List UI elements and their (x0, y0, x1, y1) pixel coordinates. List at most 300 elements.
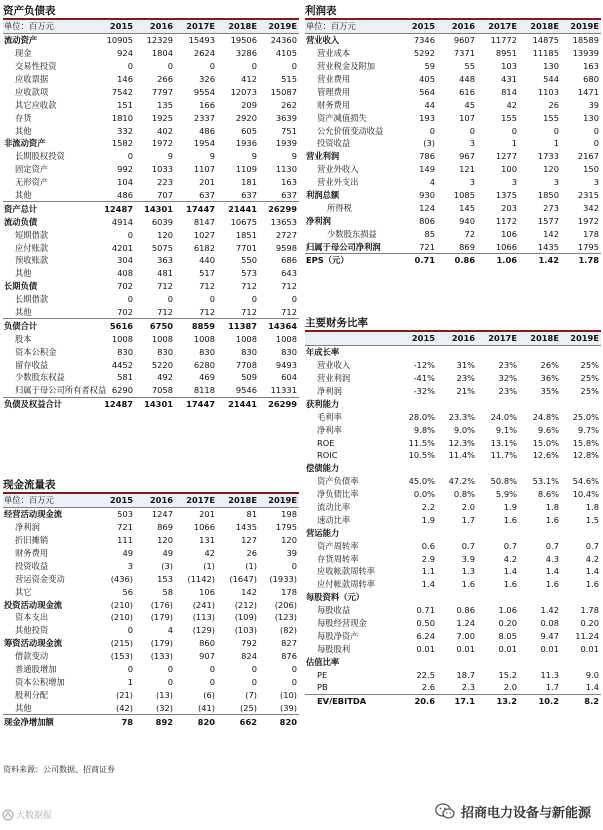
cell-value: 1085 (453, 190, 475, 201)
balance-sheet-table (3, 20, 299, 411)
year-header: 2017E (477, 20, 519, 33)
cell-value: 9.8% (413, 424, 435, 435)
table-row (3, 688, 299, 701)
table-row (3, 624, 299, 637)
cell-value (477, 397, 519, 410)
cell-value: 1435 (537, 241, 559, 252)
cell-value: 0 (167, 664, 173, 675)
cell-value: (129) (192, 625, 215, 636)
table-row (305, 254, 601, 267)
cell-value: 25.0% (572, 411, 599, 422)
cell-value: (210) (110, 612, 133, 623)
row-label: 其他 (15, 702, 32, 713)
table-row (305, 462, 601, 475)
year-header: 2015 (399, 332, 437, 345)
cell-value: 142 (543, 228, 559, 239)
table-row (3, 150, 299, 163)
cell-value: 9 (209, 151, 215, 162)
table-row (305, 163, 601, 176)
cell-value: 830 (241, 346, 257, 357)
cell-value: 273 (543, 202, 559, 213)
cell-value: 12329 (146, 35, 173, 46)
row-label: 资产负债率 (317, 476, 359, 487)
cell-value: 85 (424, 228, 435, 239)
cell-value: 10.4% (572, 489, 599, 500)
wechat-icon (435, 803, 455, 820)
cell-value: 721 (117, 522, 133, 533)
cell-value: 581 (117, 372, 133, 383)
table-row (305, 423, 601, 436)
cell-value: 124 (419, 202, 435, 213)
cell-value: 1.8 (545, 502, 559, 513)
cell-value: 0 (209, 664, 215, 675)
cell-value (437, 345, 477, 358)
cell-value: 448 (459, 74, 475, 84)
cashflow-title: 现金流量表 (3, 478, 299, 494)
cell-value: 1.8 (585, 502, 599, 513)
row-label: PB (317, 682, 328, 693)
cell-value: 503 (117, 509, 133, 520)
cell-value: 7797 (151, 86, 173, 97)
cell-value: 402 (157, 125, 173, 136)
watermark-left (2, 808, 52, 821)
cell-value: 11.3 (540, 669, 559, 680)
row-label: 现金净增加额 (3, 715, 97, 728)
row-label: 其他 (15, 125, 32, 136)
cell-value: 662 (217, 715, 259, 728)
cell-value: 42 (204, 548, 215, 558)
cell-value: 13.2 (477, 694, 519, 707)
cell-value: 10.5% (408, 450, 435, 461)
cell-value: 2.2 (421, 502, 435, 513)
cell-value: 1130 (275, 164, 297, 175)
table-row (3, 384, 299, 397)
cell-value: 11387 (217, 319, 259, 332)
row-label: 财务费用 (15, 548, 49, 558)
cell-value: 1733 (537, 151, 559, 162)
year-header: 2016 (135, 20, 175, 33)
cell-value: 28.0% (408, 411, 435, 422)
table-row (3, 124, 299, 137)
cell-value: 6.24 (416, 630, 435, 641)
cell-value: 573 (241, 268, 257, 279)
row-label: PE (317, 669, 328, 680)
row-label: 营业外收入 (317, 164, 359, 175)
cell-value: 135 (157, 99, 173, 110)
cell-value: 707 (157, 190, 173, 201)
row-label: 少数股东权益 (15, 372, 65, 383)
table-row (3, 332, 299, 345)
row-label: 流动资产 (4, 35, 38, 46)
cell-value: 0.8% (453, 489, 475, 500)
cell-value: 21% (456, 386, 475, 396)
cell-value: 830 (281, 346, 297, 357)
cell-value: 12.6% (532, 450, 559, 461)
table-row (305, 189, 601, 202)
cell-value: 20.6 (399, 694, 437, 707)
cell-value: 193 (419, 112, 435, 123)
cell-value: 11772 (490, 35, 517, 46)
table-row (305, 359, 601, 372)
unit-label: 单位：百万元 (3, 20, 97, 33)
row-label: 长期股权投资 (15, 151, 65, 162)
cell-value: 1582 (111, 138, 133, 149)
row-label: 应付帐款周转率 (317, 579, 376, 590)
cell-value: 21441 (217, 397, 259, 410)
unit-label: 单位：百万元 (3, 494, 97, 507)
cell-value: 0.01 (456, 643, 475, 654)
cell-value: 3 (127, 560, 133, 571)
table-row (3, 559, 299, 572)
cell-value: 181 (241, 177, 257, 188)
year-header: 2019E (561, 20, 601, 33)
cell-value: 0 (251, 61, 257, 72)
cell-value: 107 (459, 112, 475, 123)
table-row (305, 397, 601, 410)
row-label: 速动比率 (317, 514, 351, 525)
row-label: 长期借款 (15, 294, 49, 305)
cell-value: 104 (117, 177, 133, 188)
cell-value: 0 (593, 125, 599, 136)
table-row (3, 598, 299, 611)
row-label: 归属于母公司所有者权益 (15, 385, 107, 396)
cell-value: 820 (259, 715, 299, 728)
year-header: 2017E (175, 494, 217, 507)
cell-value: 11.4% (448, 450, 475, 461)
cell-value: 44 (424, 99, 435, 110)
row-label: ROIC (317, 450, 338, 461)
cell-value: 5220 (151, 359, 173, 370)
cell-value: 3 (553, 177, 559, 188)
cell-value: 1810 (111, 112, 133, 123)
cell-value: 9 (251, 151, 257, 162)
row-label: 存货 (15, 112, 32, 123)
cell-value: 1.6 (503, 514, 517, 525)
year-header: 2019E (259, 494, 299, 507)
cell-value: 4.2 (585, 553, 599, 564)
cell-value: 146 (117, 74, 133, 84)
cell-value (519, 591, 561, 604)
cell-value: (103) (234, 625, 257, 636)
row-label: 归属于母公司净利润 (306, 241, 381, 252)
cell-value: 515 (281, 74, 297, 84)
cell-value: 0.20 (580, 618, 599, 629)
cell-value (399, 526, 437, 539)
cell-value: 201 (199, 509, 215, 520)
row-label: 财务费用 (317, 99, 351, 110)
cell-value: 2337 (193, 112, 215, 123)
cell-value: 15.0% (532, 437, 559, 448)
cell-value: 869 (459, 241, 475, 252)
cell-value: 1.06 (477, 254, 519, 267)
cell-value: 1008 (193, 333, 215, 344)
cell-value: 24.8% (532, 411, 559, 422)
cell-value: 9.7% (577, 424, 599, 435)
cell-value (437, 526, 477, 539)
table-row (3, 98, 299, 111)
cell-value: 0 (167, 61, 173, 72)
cell-value: 6280 (193, 359, 215, 370)
cell-value: (42) (115, 702, 133, 713)
row-label: 固定资产 (15, 164, 49, 175)
cell-value: 469 (199, 372, 215, 383)
cell-value: 2315 (577, 190, 599, 201)
row-label: ROE (317, 437, 335, 448)
cell-value: 166 (199, 99, 215, 110)
table-row (305, 214, 601, 227)
cell-value: 1033 (151, 164, 173, 175)
cell-value: 163 (583, 61, 599, 72)
table-row (3, 189, 299, 202)
table-row (305, 47, 601, 60)
cell-value: 120 (157, 229, 173, 240)
cell-value: 814 (501, 86, 517, 97)
cell-value (477, 462, 519, 475)
cell-value: 9598 (275, 242, 297, 253)
cell-value: (32) (155, 702, 173, 713)
row-label: 借款变动 (15, 651, 49, 662)
table-row (3, 254, 299, 267)
cell-value: 5292 (413, 48, 435, 59)
cell-value: 10.2 (519, 694, 561, 707)
cell-value: (25) (239, 702, 257, 713)
cell-value: 53.1% (532, 476, 559, 487)
cell-value: 9554 (193, 86, 215, 97)
table-row (3, 675, 299, 688)
row-label: 营业利润 (306, 151, 340, 162)
cell-value: 2.9 (421, 553, 435, 564)
cell-value: 7708 (235, 359, 257, 370)
cell-value: (206) (274, 599, 297, 610)
cell-value: 1577 (537, 215, 559, 226)
cell-value: 5.9% (495, 489, 517, 500)
row-label: 毛利率 (317, 411, 342, 422)
cell-value: 1.78 (580, 605, 599, 616)
row-label: 流动负债 (4, 216, 38, 227)
cell-value: 201 (199, 177, 215, 188)
cell-value: 22.5 (416, 669, 435, 680)
table-row (3, 163, 299, 176)
income-statement-panel (305, 4, 601, 267)
table-row (3, 701, 299, 714)
cell-value: 860 (199, 638, 215, 649)
table-row (305, 240, 601, 253)
cell-value: 145 (459, 202, 475, 213)
cell-value: (133) (150, 651, 173, 662)
cell-value (477, 345, 519, 358)
cell-value (399, 655, 437, 668)
row-label: 应收票据 (15, 74, 49, 84)
cell-value: 9546 (235, 385, 257, 396)
cell-value: 26 (246, 548, 257, 558)
cell-value: 17447 (175, 202, 217, 215)
cell-value: 223 (157, 177, 173, 188)
row-label: 留存收益 (15, 359, 49, 370)
cell-value: 1.5 (585, 514, 599, 525)
cell-value: -32% (413, 386, 435, 396)
cell-value: -12% (413, 360, 435, 371)
balance-sheet-title: 资产负债表 (3, 4, 299, 20)
table-row (3, 85, 299, 98)
cell-value: 9.0% (453, 424, 475, 435)
table-row (3, 371, 299, 384)
cell-value: 1.42 (540, 605, 559, 616)
cell-value: 0 (251, 294, 257, 305)
row-label: 营业成本 (317, 48, 351, 59)
cell-value: 14301 (135, 202, 175, 215)
cell-value: 0.0% (413, 489, 435, 500)
row-label: 其它 (15, 586, 32, 597)
cell-value: 1008 (235, 333, 257, 344)
cell-value: 6182 (193, 242, 215, 253)
cell-value: 0 (291, 560, 297, 571)
row-label: 非流动资产 (4, 138, 46, 149)
row-label: EPS（元） (305, 254, 399, 267)
cell-value: 15.8% (572, 437, 599, 448)
cell-value: 12487 (97, 397, 135, 410)
row-label: 投资收益 (317, 138, 351, 149)
cell-value: 830 (117, 346, 133, 357)
cell-value (561, 345, 601, 358)
cell-value: 1925 (151, 112, 173, 123)
cell-value: 103 (501, 61, 517, 72)
cell-value: 712 (199, 281, 215, 292)
cell-value: 605 (241, 125, 257, 136)
cell-value: 0 (127, 151, 133, 162)
cell-value: 31% (456, 360, 475, 371)
cell-value: 1107 (193, 164, 215, 175)
cell-value: 1.7 (545, 682, 559, 693)
cell-value: 712 (157, 307, 173, 318)
cell-value: 23% (498, 360, 517, 371)
cell-value: (123) (274, 612, 297, 623)
cell-value: (10) (279, 689, 297, 700)
cell-value (399, 462, 437, 475)
cell-value: 712 (281, 307, 297, 318)
row-label: 每股净资产 (317, 630, 359, 641)
cell-value: (176) (150, 599, 173, 610)
table-row (3, 585, 299, 598)
cell-value: 49 (162, 548, 173, 558)
cell-value: 9607 (453, 35, 475, 46)
row-label: 应收款项 (15, 86, 49, 97)
cell-value: 680 (583, 74, 599, 84)
header-row (3, 20, 299, 33)
cell-value: 440 (199, 255, 215, 266)
cell-value: 702 (117, 307, 133, 318)
cell-value: 1 (553, 138, 559, 149)
cell-value: 35% (540, 386, 559, 396)
cell-value: 1008 (151, 333, 173, 344)
cell-value: 81 (246, 509, 257, 520)
table-row (305, 591, 601, 604)
row-label: 营业利润 (317, 373, 351, 384)
cell-value: 3 (469, 177, 475, 188)
cell-value: (39) (279, 702, 297, 713)
row-label: 营运资金变动 (15, 573, 65, 584)
row-label: 净利率 (317, 424, 342, 435)
table-row (3, 663, 299, 676)
row-label: 交易性投资 (15, 61, 57, 72)
cell-value: (1933) (269, 573, 297, 584)
cell-value: (212) (234, 599, 257, 610)
cell-value: 481 (157, 268, 173, 279)
cell-value: 0.7 (545, 540, 559, 551)
cell-value: 1.9 (503, 502, 517, 513)
cell-value: (21) (115, 689, 133, 700)
cell-value: 21441 (217, 202, 259, 215)
table-row (305, 410, 601, 423)
cell-value: 2.6 (421, 682, 435, 693)
row-label: 其他投资 (15, 625, 49, 636)
table-row (305, 201, 601, 214)
cell-value: 1027 (193, 229, 215, 240)
table-row (3, 534, 299, 547)
cell-value: 24360 (270, 35, 297, 46)
row-label: 资本公积金 (15, 346, 57, 357)
cell-value: 8.6% (537, 489, 559, 500)
cell-value: 7058 (151, 385, 173, 396)
cell-value: (1142) (187, 573, 215, 584)
cell-value: 10905 (106, 35, 133, 46)
cell-value: (13) (155, 689, 173, 700)
watermark-right-text: 招商电力设备与新能源 (460, 806, 591, 821)
cell-value: 23.3% (448, 411, 475, 422)
cell-value: 0.08 (540, 618, 559, 629)
cell-value: 1936 (235, 138, 257, 149)
table-row (305, 176, 601, 189)
cell-value: 150 (583, 164, 599, 175)
cell-value: 56 (122, 586, 133, 597)
cell-value: 120 (281, 535, 297, 546)
cell-value (519, 397, 561, 410)
cell-value: 5075 (151, 242, 173, 253)
cell-value: 830 (157, 346, 173, 357)
cell-value (519, 462, 561, 475)
cell-value (437, 462, 477, 475)
cell-value (437, 397, 477, 410)
cell-value: 11.5% (408, 437, 435, 448)
row-label: 所得税 (327, 202, 352, 213)
cell-value (561, 591, 601, 604)
cell-value (519, 526, 561, 539)
table-row (3, 507, 299, 520)
cell-value: 0 (251, 676, 257, 687)
cell-value: (6) (203, 689, 215, 700)
table-row (305, 137, 601, 150)
row-label: 公允价值变动收益 (317, 125, 384, 136)
cashflow-table (3, 494, 299, 728)
cell-value: 486 (199, 125, 215, 136)
cell-value: 0 (291, 664, 297, 675)
row-label: 营运能力 (306, 527, 340, 538)
table-row (305, 526, 601, 539)
cell-value: 0.7 (503, 540, 517, 551)
row-label: 预收账款 (15, 255, 49, 266)
income-statement-table (305, 20, 601, 267)
cell-value: 3 (593, 177, 599, 188)
table-row (3, 73, 299, 86)
cell-value: 49 (122, 548, 133, 558)
cell-value: 54.6% (572, 476, 599, 487)
cell-value: 1066 (495, 241, 517, 252)
cell-value: (113) (192, 612, 215, 623)
cell-value: 892 (135, 715, 175, 728)
ratios-title: 主要财务比率 (305, 316, 601, 332)
table-row (3, 547, 299, 560)
cell-value: 12.8% (572, 450, 599, 461)
cell-value: 19506 (230, 35, 257, 46)
